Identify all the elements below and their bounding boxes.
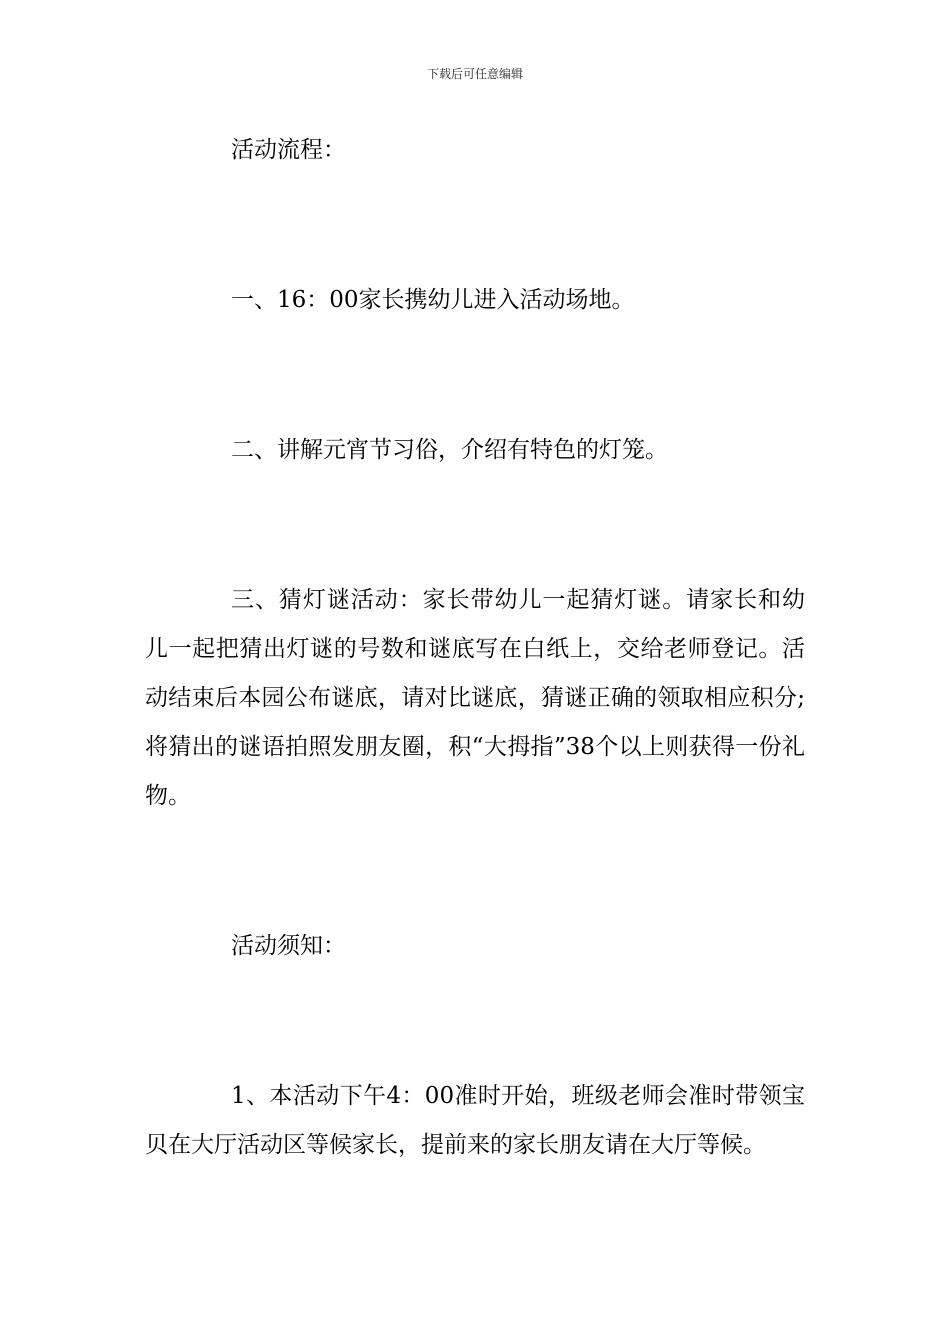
flow-step-1: 一、16：00家长携幼儿进入活动场地。 (231, 287, 635, 313)
notes-item-1: 1、本活动下午4：00准时开始，班级老师会准时带领宝贝在大厅活动区等候家长，提前来的家长朋友请在大厅等候。 (145, 1083, 805, 1158)
flow-step-3: 三、猜灯谜活动：家长带幼儿一起猜灯谜。请家长和幼儿一起把猜出灯谜的号数和谜底写在白纸上，交给老师登记。活动结束后本园公布谜底，请对比谜底，猜谜正确的领取相应积分;将猜出的谜语拍照发朋友圈，积“大拇指”38个以上则获得一份礼物。 (145, 587, 805, 809)
page-header: 下载后可任意编辑 (426, 67, 523, 81)
flow-step-2: 二、讲解元宵节习俗，介绍有特色的灯笼。 (231, 437, 668, 463)
section-heading-activity-flow: 活动流程： (231, 137, 346, 163)
section-heading-activity-notes: 活动须知： (231, 933, 346, 959)
